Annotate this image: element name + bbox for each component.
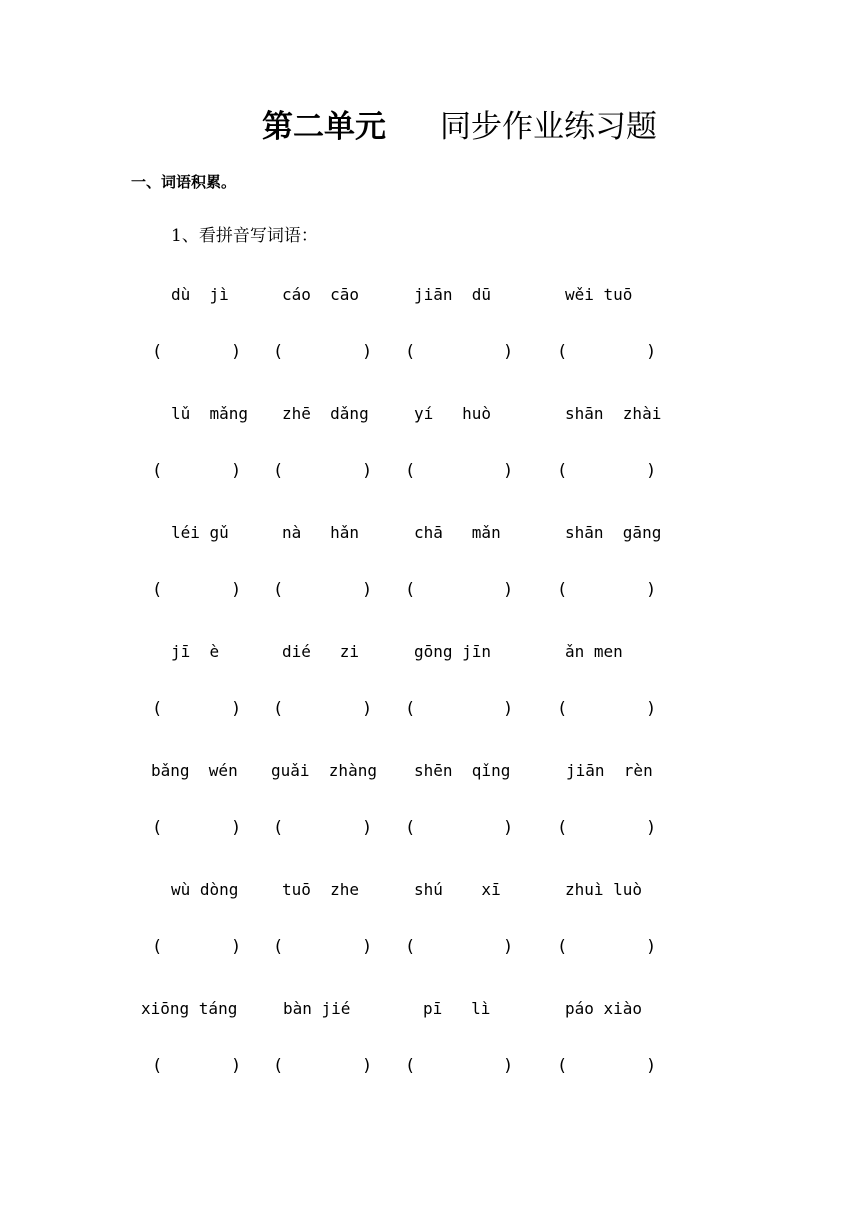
answer-paren-close: ) — [231, 342, 242, 362]
answer-paren-open: ( — [557, 1056, 568, 1076]
answer-paren-close: ) — [646, 1056, 657, 1076]
answer-paren-close: ) — [362, 699, 373, 719]
answer-paren-open: ( — [405, 937, 416, 957]
pinyin-word: wěi tuō — [565, 285, 633, 304]
answer-paren-close: ) — [503, 342, 514, 362]
answer-paren-close: ) — [503, 699, 514, 719]
answer-paren-open: ( — [152, 937, 163, 957]
pinyin-word: jī è — [171, 642, 220, 661]
pinyin-word: ǎn men — [565, 642, 623, 661]
answer-paren-open: ( — [557, 461, 568, 481]
pinyin-word: nà hǎn — [282, 523, 360, 542]
pinyin-word: xiōng táng — [141, 999, 238, 1018]
answer-paren-close: ) — [362, 1056, 373, 1076]
answer-paren-open: ( — [405, 461, 416, 481]
pinyin-word: zhē dǎng — [282, 404, 369, 423]
answer-paren-open: ( — [557, 580, 568, 600]
pinyin-word: zhuì luò — [565, 880, 643, 899]
answer-paren-open: ( — [273, 699, 284, 719]
pinyin-word: tuō zhe — [282, 880, 360, 899]
answer-paren-open: ( — [273, 342, 284, 362]
answer-paren-open: ( — [405, 818, 416, 838]
answer-paren-open: ( — [152, 580, 163, 600]
answer-paren-close: ) — [646, 818, 657, 838]
answer-paren-close: ) — [362, 937, 373, 957]
answer-paren-open: ( — [273, 1056, 284, 1076]
answer-paren-close: ) — [503, 937, 514, 957]
title-subject: 同步作业练习题 — [440, 109, 657, 145]
answer-paren-close: ) — [362, 461, 373, 481]
pinyin-word: léi gǔ — [171, 523, 229, 542]
pinyin-word: jiān dū — [414, 285, 492, 304]
answer-paren-close: ) — [646, 699, 657, 719]
answer-paren-close: ) — [503, 1056, 514, 1076]
answer-paren-open: ( — [273, 818, 284, 838]
pinyin-word: wù dòng — [171, 880, 239, 899]
answer-paren-open: ( — [405, 580, 416, 600]
answer-paren-open: ( — [405, 1056, 416, 1076]
answer-paren-open: ( — [152, 699, 163, 719]
answer-paren-close: ) — [503, 461, 514, 481]
answer-paren-close: ) — [362, 342, 373, 362]
answer-paren-close: ) — [231, 461, 242, 481]
pinyin-word: pī lì — [423, 999, 491, 1018]
answer-paren-open: ( — [405, 342, 416, 362]
answer-paren-open: ( — [557, 342, 568, 362]
answer-paren-close: ) — [231, 580, 242, 600]
answer-paren-close: ) — [503, 818, 514, 838]
pinyin-word: gōng jīn — [414, 642, 492, 661]
answer-paren-close: ) — [231, 818, 242, 838]
answer-paren-close: ) — [646, 461, 657, 481]
pinyin-word: páo xiào — [565, 999, 643, 1018]
pinyin-word: cáo cāo — [282, 285, 360, 304]
exercise-instruction: 1、看拼音写词语： — [171, 226, 318, 246]
pinyin-word: bǎng wén — [151, 761, 238, 780]
page-title — [0, 104, 860, 150]
pinyin-word: shān zhài — [565, 404, 662, 423]
title-unit: 第二单元 — [262, 109, 386, 145]
answer-paren-open: ( — [273, 461, 284, 481]
pinyin-word: guǎi zhàng — [271, 761, 377, 780]
answer-paren-open: ( — [273, 937, 284, 957]
pinyin-word: shēn qǐng — [414, 761, 511, 780]
pinyin-word: dù jì — [171, 285, 229, 304]
answer-paren-close: ) — [646, 937, 657, 957]
pinyin-word: shān gāng — [565, 523, 662, 542]
pinyin-word: dié zi — [282, 642, 360, 661]
answer-paren-open: ( — [152, 342, 163, 362]
answer-paren-close: ) — [646, 342, 657, 362]
answer-paren-close: ) — [503, 580, 514, 600]
pinyin-word: chā mǎn — [414, 523, 501, 542]
answer-paren-close: ) — [362, 818, 373, 838]
pinyin-word: jiān rèn — [566, 761, 653, 780]
pinyin-word: bàn jié — [283, 999, 351, 1018]
answer-paren-open: ( — [405, 699, 416, 719]
answer-paren-open: ( — [273, 580, 284, 600]
answer-paren-open: ( — [557, 818, 568, 838]
answer-paren-open: ( — [152, 461, 163, 481]
answer-paren-close: ) — [362, 580, 373, 600]
pinyin-word: lǔ mǎng — [171, 404, 249, 423]
answer-paren-close: ) — [231, 1056, 242, 1076]
section-heading: 一、词语积累。 — [131, 173, 237, 191]
answer-paren-open: ( — [152, 818, 163, 838]
answer-paren-open: ( — [152, 1056, 163, 1076]
pinyin-word: shú xī — [414, 880, 501, 899]
answer-paren-close: ) — [231, 937, 242, 957]
answer-paren-open: ( — [557, 699, 568, 719]
answer-paren-close: ) — [646, 580, 657, 600]
pinyin-word: yí huò — [414, 404, 492, 423]
answer-paren-close: ) — [231, 699, 242, 719]
answer-paren-open: ( — [557, 937, 568, 957]
